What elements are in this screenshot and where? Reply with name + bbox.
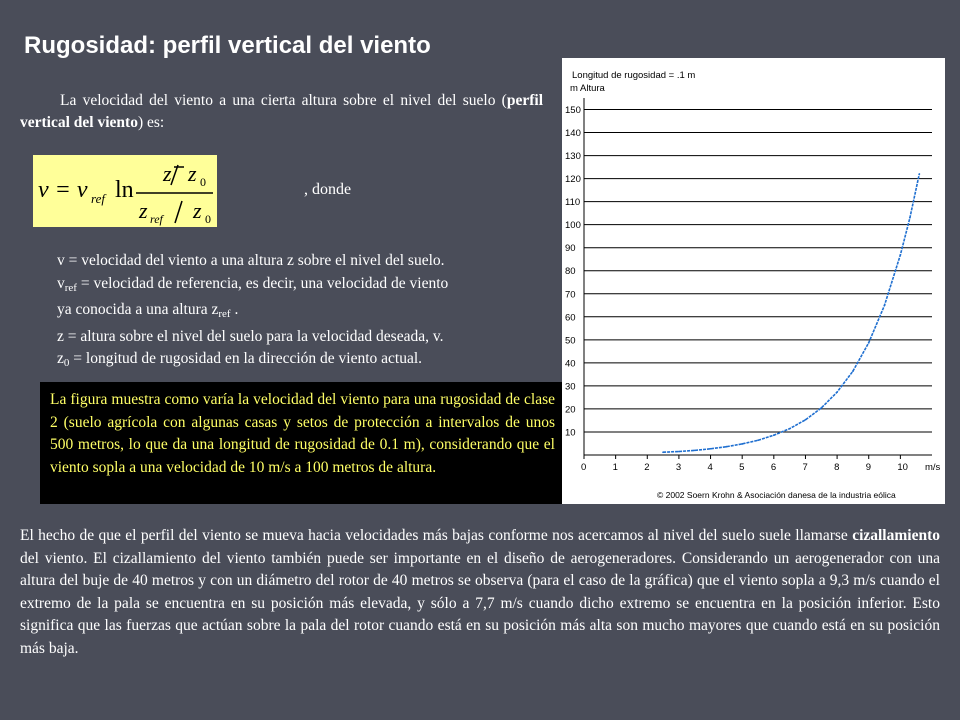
wind-profile-series-line	[663, 174, 919, 452]
x-tick-label: 3	[675, 462, 682, 473]
wind-profile-point	[899, 254, 901, 256]
formula-den-z: z	[139, 198, 148, 223]
formula-den-zero: 0	[205, 212, 211, 226]
chart-ylabel: m Altura	[570, 83, 605, 94]
body-bold-term: cizallamiento	[852, 527, 940, 544]
intro-text-2: ) es:	[137, 114, 165, 131]
y-tick-label: 150	[565, 105, 581, 117]
wind-profile-point	[820, 407, 822, 409]
x-tick-label: 1	[612, 462, 618, 473]
y-tick-label: 70	[565, 289, 576, 301]
formula-num-zero: 0	[200, 175, 206, 189]
def-vref-symbol: v	[57, 274, 65, 292]
page-title: Rugosidad: perfil vertical del viento	[24, 32, 431, 59]
body-text-2: del viento. El cizallamiento del viento también puede ser importante en el diseño de aerogeneradores. Considerando un aerogenerador con una altura del buje de 40 metros y con un diámetro del rotor de 40 metros se observa (para el caso de la gráfica) que el viento sopla a 9,3 m/s cuando el extremo de la pala se encuentra en su posición más elevada, y sólo a 7,7 m/s cuando dicho extremo se encuentra en la posición inferior. Esto significa que las fuerzas que actúan sobre la pala del rotor cuando está en su posición más alta son mucho mayores que cuando está en su posición más baja.	[20, 549, 940, 657]
x-tick-label: 0	[581, 462, 587, 473]
def-z0-text: = longitud de rugosidad en la dirección de viento actual.	[69, 350, 423, 367]
body-text-1: El hecho de que el perfil del viento se mueva hacia velocidades más bajas conforme nos acercamos al nivel del suelo suele llamarse	[20, 527, 853, 544]
wind-profile-point	[773, 434, 775, 436]
wind-profile-point	[678, 451, 680, 453]
y-tick-label: 90	[565, 243, 576, 255]
x-tick-label: 4	[707, 462, 713, 473]
def-zref-text: ya conocida a una altura z	[57, 301, 219, 318]
def-vref-sub: ref	[64, 281, 77, 294]
x-tick-label: 9	[865, 462, 872, 473]
intro-bold-term: perfil vertical del viento	[20, 92, 543, 131]
formula-lhs: v = v	[38, 177, 88, 203]
formula-ref-sub: ref	[91, 191, 105, 206]
y-tick-label: 20	[565, 404, 576, 416]
wind-profile-chart	[562, 58, 945, 504]
y-tick-label: 30	[565, 381, 576, 393]
definition-z0	[57, 348, 547, 375]
formula-box	[33, 155, 217, 227]
figure-note: La figura muestra como varía la velocidad del viento para una rugosidad de clase 2 (suelo agrícola con algunas casas y setos de protección a intervalos de unos 500 metros, lo que da una longitud de rugosidad de 0.1 m), considerando que el viento sopla a una velocidad de 10 m/s a 100 metros de altura.	[40, 382, 563, 504]
wind-profile-point	[836, 391, 838, 393]
wind-profile-point	[710, 448, 712, 450]
y-tick-label: 110	[565, 197, 581, 209]
definition-z: z = altura sobre el nivel del suelo para la velocidad deseada, v.	[57, 327, 444, 345]
wind-profile-point	[757, 439, 759, 441]
y-tick-label: 120	[565, 174, 581, 186]
formula-den-z0: z	[193, 198, 202, 223]
chart-footer: © 2002 Soern Krohn & Asociación danesa de la industria eólica	[657, 490, 896, 500]
intro-paragraph	[20, 90, 543, 134]
body-paragraph	[20, 525, 940, 660]
def-z0-sub: 0	[63, 357, 70, 369]
definition-vref	[57, 273, 547, 300]
definition-vref-cont	[57, 299, 547, 326]
y-tick-label: 10	[565, 427, 576, 439]
def-z0-symbol: z	[57, 350, 64, 367]
formula-ln: ln	[115, 177, 134, 203]
y-tick-label: 140	[565, 128, 581, 140]
wind-profile-point	[852, 370, 854, 372]
x-tick-label: 7	[802, 462, 808, 473]
definitions-list	[57, 250, 547, 375]
x-tick-label: 2	[644, 462, 650, 473]
wind-profile-point	[725, 446, 727, 448]
y-tick-label: 40	[565, 358, 576, 370]
def-zref-end: .	[230, 301, 239, 318]
formula-den-ref: ref	[150, 212, 163, 226]
wind-profile-point	[805, 419, 807, 421]
x-tick-label: 5	[739, 462, 745, 473]
intro-text-1: La velocidad del viento a una cierta altura sobre el nivel del suelo (	[60, 92, 507, 109]
chart-svg	[562, 58, 945, 504]
formula-num-z: z	[163, 161, 172, 186]
formula-num-slash	[171, 165, 178, 185]
formula-num-z0: z	[188, 161, 197, 186]
def-vref-text: = velocidad de referencia, es decir, una velocidad de viento	[76, 274, 449, 292]
formula-den-slash	[175, 201, 182, 223]
definition-v: v = velocidad del viento a una altura z sobre el nivel del suelo.	[57, 252, 445, 269]
wind-profile-point	[918, 173, 920, 175]
wind-profile-point	[884, 304, 886, 306]
def-zref-sub: ref	[218, 308, 231, 320]
chart-title: Longitud de rugosidad = .1 m	[572, 70, 696, 81]
y-tick-label: 50	[565, 335, 576, 347]
chart-xlabel: m/s	[925, 462, 941, 473]
x-tick-label: 8	[834, 462, 840, 473]
y-tick-label: 100	[565, 220, 581, 232]
wind-profile-point	[741, 443, 743, 445]
y-tick-label: 80	[565, 266, 576, 278]
wind-profile-point	[662, 451, 664, 453]
y-tick-label: 60	[565, 312, 576, 324]
wind-profile-point	[789, 428, 791, 430]
y-tick-label: 130	[565, 151, 581, 163]
x-tick-label: 6	[770, 462, 777, 473]
wind-profile-point	[694, 449, 696, 451]
x-tick-label: 10	[897, 462, 908, 473]
wind-profile-formula	[33, 155, 217, 227]
donde-text: , donde	[304, 181, 352, 198]
wind-profile-point	[868, 342, 870, 344]
wind-profile-point	[909, 217, 911, 219]
